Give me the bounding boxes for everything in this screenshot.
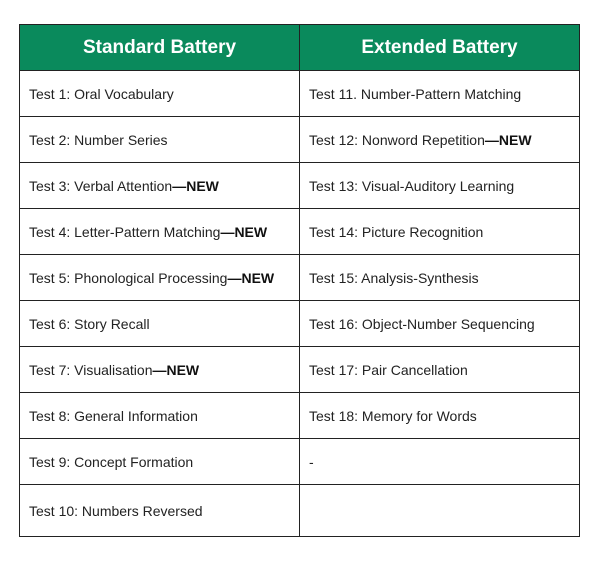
- extended-test-cell: [300, 393, 580, 439]
- extended-test-cell: [300, 255, 580, 301]
- test-name: Test 12: Nonword Repetition: [309, 131, 485, 148]
- new-badge: —NEW: [220, 223, 268, 240]
- extended-test-cell: [300, 117, 580, 163]
- test-name: Test 6: Story Recall: [29, 315, 150, 332]
- test-name: Test 7: Visualisation: [29, 361, 153, 378]
- extended-test-cell: [300, 301, 580, 347]
- test-name: Test 8: General Information: [29, 407, 198, 424]
- table-row: [20, 209, 580, 255]
- table-header-row: [20, 25, 580, 71]
- header-standard-battery: Standard Battery: [20, 25, 300, 71]
- standard-test-cell: [20, 393, 300, 439]
- header-extended-battery: Extended Battery: [300, 25, 580, 71]
- table-row: [20, 485, 580, 537]
- test-name: Test 4: Letter-Pattern Matching: [29, 223, 221, 240]
- standard-test-cell: [20, 347, 300, 393]
- table-row: [20, 117, 580, 163]
- table-row: [20, 71, 580, 117]
- extended-test-cell: [300, 439, 580, 485]
- new-badge: —NEW: [172, 177, 219, 194]
- standard-test-cell: [20, 71, 300, 117]
- extended-test-cell: [300, 163, 580, 209]
- test-name: Test 14: Picture Recognition: [309, 223, 484, 240]
- standard-test-cell: [20, 301, 300, 347]
- test-name: Test 10: Numbers Reversed: [29, 502, 203, 519]
- test-name: Test 13: Visual-Auditory Learning: [309, 177, 515, 194]
- test-name: Test 18: Memory for Words: [309, 407, 477, 424]
- new-badge: —NEW: [152, 361, 200, 378]
- table-row: [20, 255, 580, 301]
- test-name: Test 15: Analysis-Synthesis: [309, 269, 479, 286]
- extended-test-cell: [300, 347, 580, 393]
- test-name: Test 17: Pair Cancellation: [309, 361, 468, 378]
- test-name: Test 16: Object-Number Sequencing: [309, 315, 535, 332]
- standard-test-cell: [20, 163, 300, 209]
- extended-test-cell: [300, 71, 580, 117]
- test-name: Test 1: Oral Vocabulary: [29, 85, 174, 102]
- test-name: -: [309, 453, 314, 470]
- table-row: [20, 347, 580, 393]
- test-name: Test 3: Verbal Attention: [29, 177, 173, 194]
- table-row: [20, 163, 580, 209]
- table-row: [20, 393, 580, 439]
- standard-test-cell: [20, 117, 300, 163]
- new-badge: —NEW: [227, 269, 275, 286]
- extended-test-cell: [300, 485, 580, 537]
- extended-test-cell: [300, 209, 580, 255]
- table-row: [20, 439, 580, 485]
- test-name: Test 2: Number Series: [29, 131, 168, 148]
- standard-test-cell: [20, 255, 300, 301]
- standard-test-cell: [20, 209, 300, 255]
- table-row: [20, 301, 580, 347]
- battery-table: [19, 24, 580, 537]
- new-badge: —NEW: [484, 131, 532, 148]
- test-name: Test 9: Concept Formation: [29, 453, 194, 470]
- test-name: Test 5: Phonological Processing: [29, 269, 228, 286]
- standard-test-cell: [20, 439, 300, 485]
- test-name: Test 11. Number-Pattern Matching: [309, 85, 522, 102]
- standard-test-cell: [20, 485, 300, 537]
